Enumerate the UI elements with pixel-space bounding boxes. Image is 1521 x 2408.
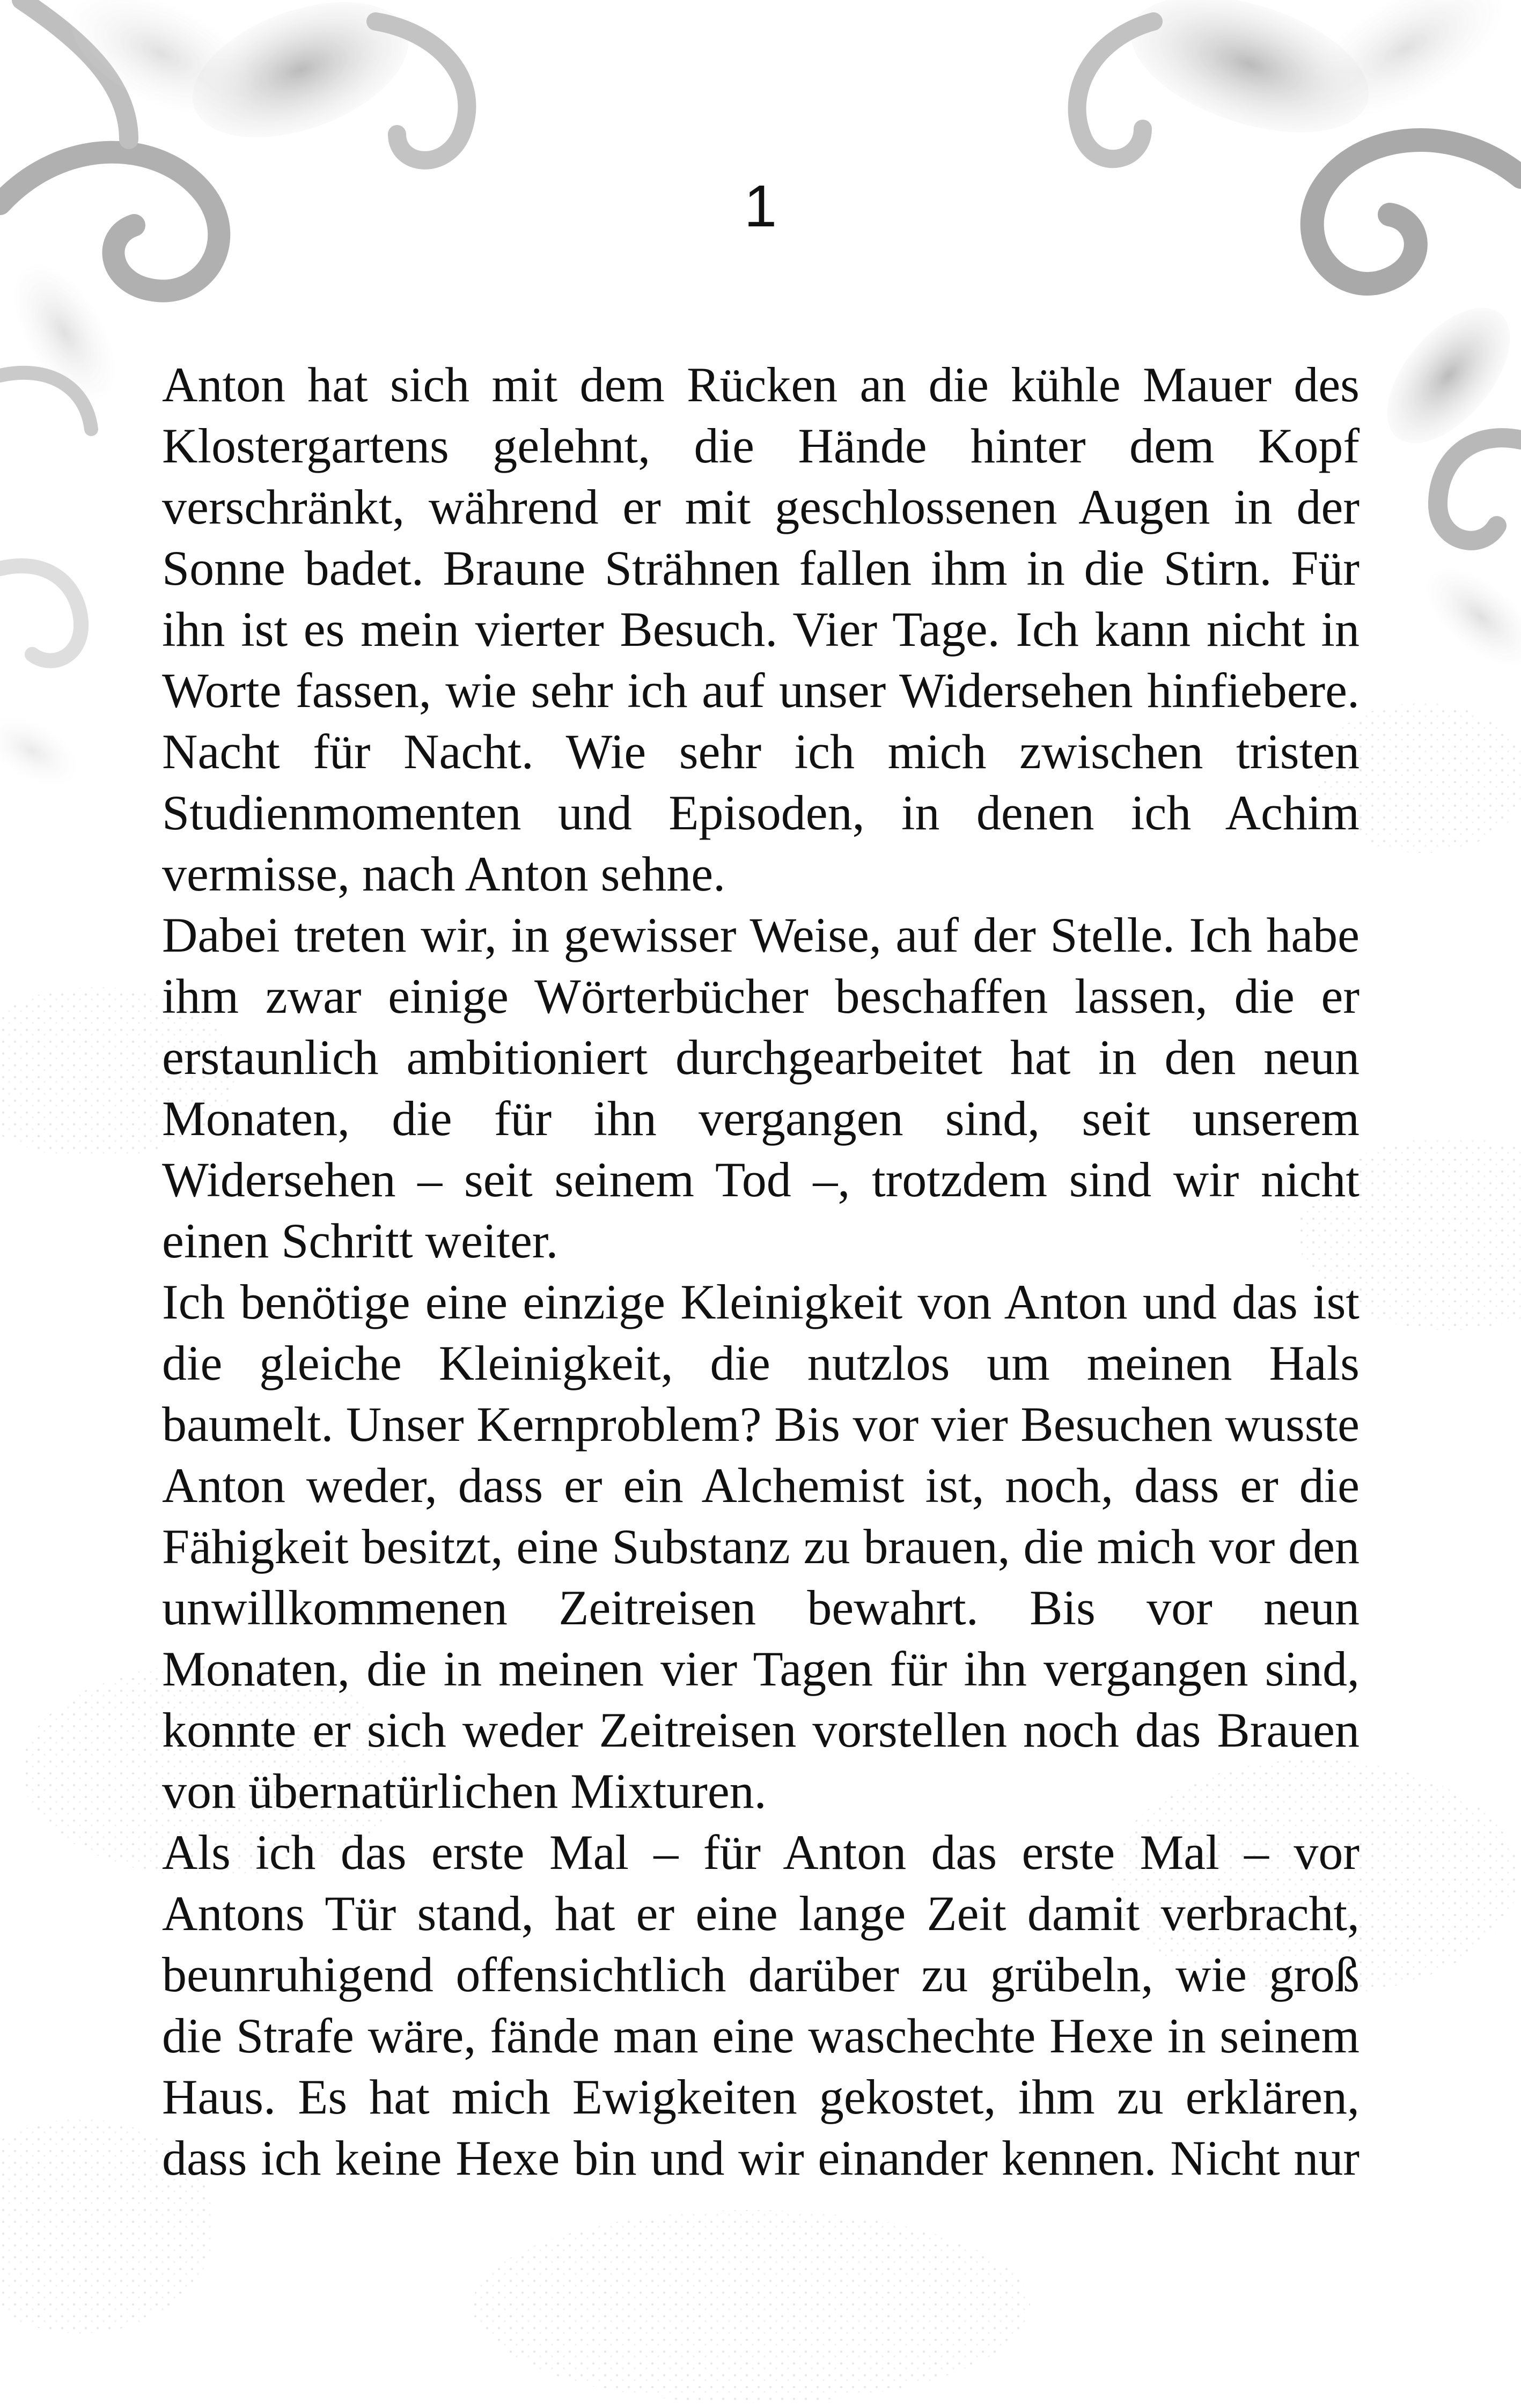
paragraph: Dabei treten wir, in gewisser Weise, auf der Stelle. Ich habe ihm zwar einige Wörterbücher beschaffen lassen, die er erstaunlich ambitioniert durchgearbeitet hat in den neun Monaten, die für ihn vergangen sind, seit unserem Widersehen – seit seinem Tod –, trotzdem sind wir nicht einen Schritt weiter. — [162, 908, 1360, 1268]
paragraph: Anton hat sich mit dem Rücken an die kühle Mauer des Klostergartens gelehnt, die Hände hinter dem Kopf verschränkt, während er mit geschlossenen Augen in der Sonne badet. Braune Strähnen fallen ihm in die Stirn. Für ihn ist es mein vierter Besuch. Vier Tage. Ich kann nicht in Worte fassen, wie sehr ich auf unser Widersehen hinfiebere. Nacht für Nacht. Wie sehr ich mich zwischen tristen Studienmomenten und Episoden, in denen ich Achim vermisse, nach Anton sehne. — [162, 357, 1360, 901]
chapter-number: 1 — [744, 173, 777, 239]
chapter-body-text — [162, 354, 1360, 2189]
paragraph: Als ich das erste Mal – für Anton das erste Mal – vor Antons Tür stand, hat er eine lange Zeit damit verbracht, beunruhigend offensichtlich darüber zu grübeln, wie groß die Strafe wäre, fände man eine waschechte Hexe in seinem Haus. Es hat mich Ewigkeiten gekostet, ihm zu erklären, dass ich keine Hexe bin und wir einander kennen. Nicht nur — [162, 1825, 1360, 2185]
paragraph: Ich benötige eine einzige Kleinigkeit von Anton und das ist die gleiche Kleinigkeit, die nutzlos um meinen Hals baumelt. Unser Kernproblem? Bis vor vier Besuchen wusste Anton weder, dass er ein Alchemist ist, noch, dass er die Fähigkeit besitzt, eine Substanz zu brauen, die mich vor den unwillkommenen Zeitreisen bewahrt. Bis vor neun Monaten, die in meinen vier Tagen für ihn vergangen sind, konnte er sich weder Zeitreisen vorstellen noch das Brauen von übernatürlichen Mixturen. — [162, 1275, 1360, 1818]
